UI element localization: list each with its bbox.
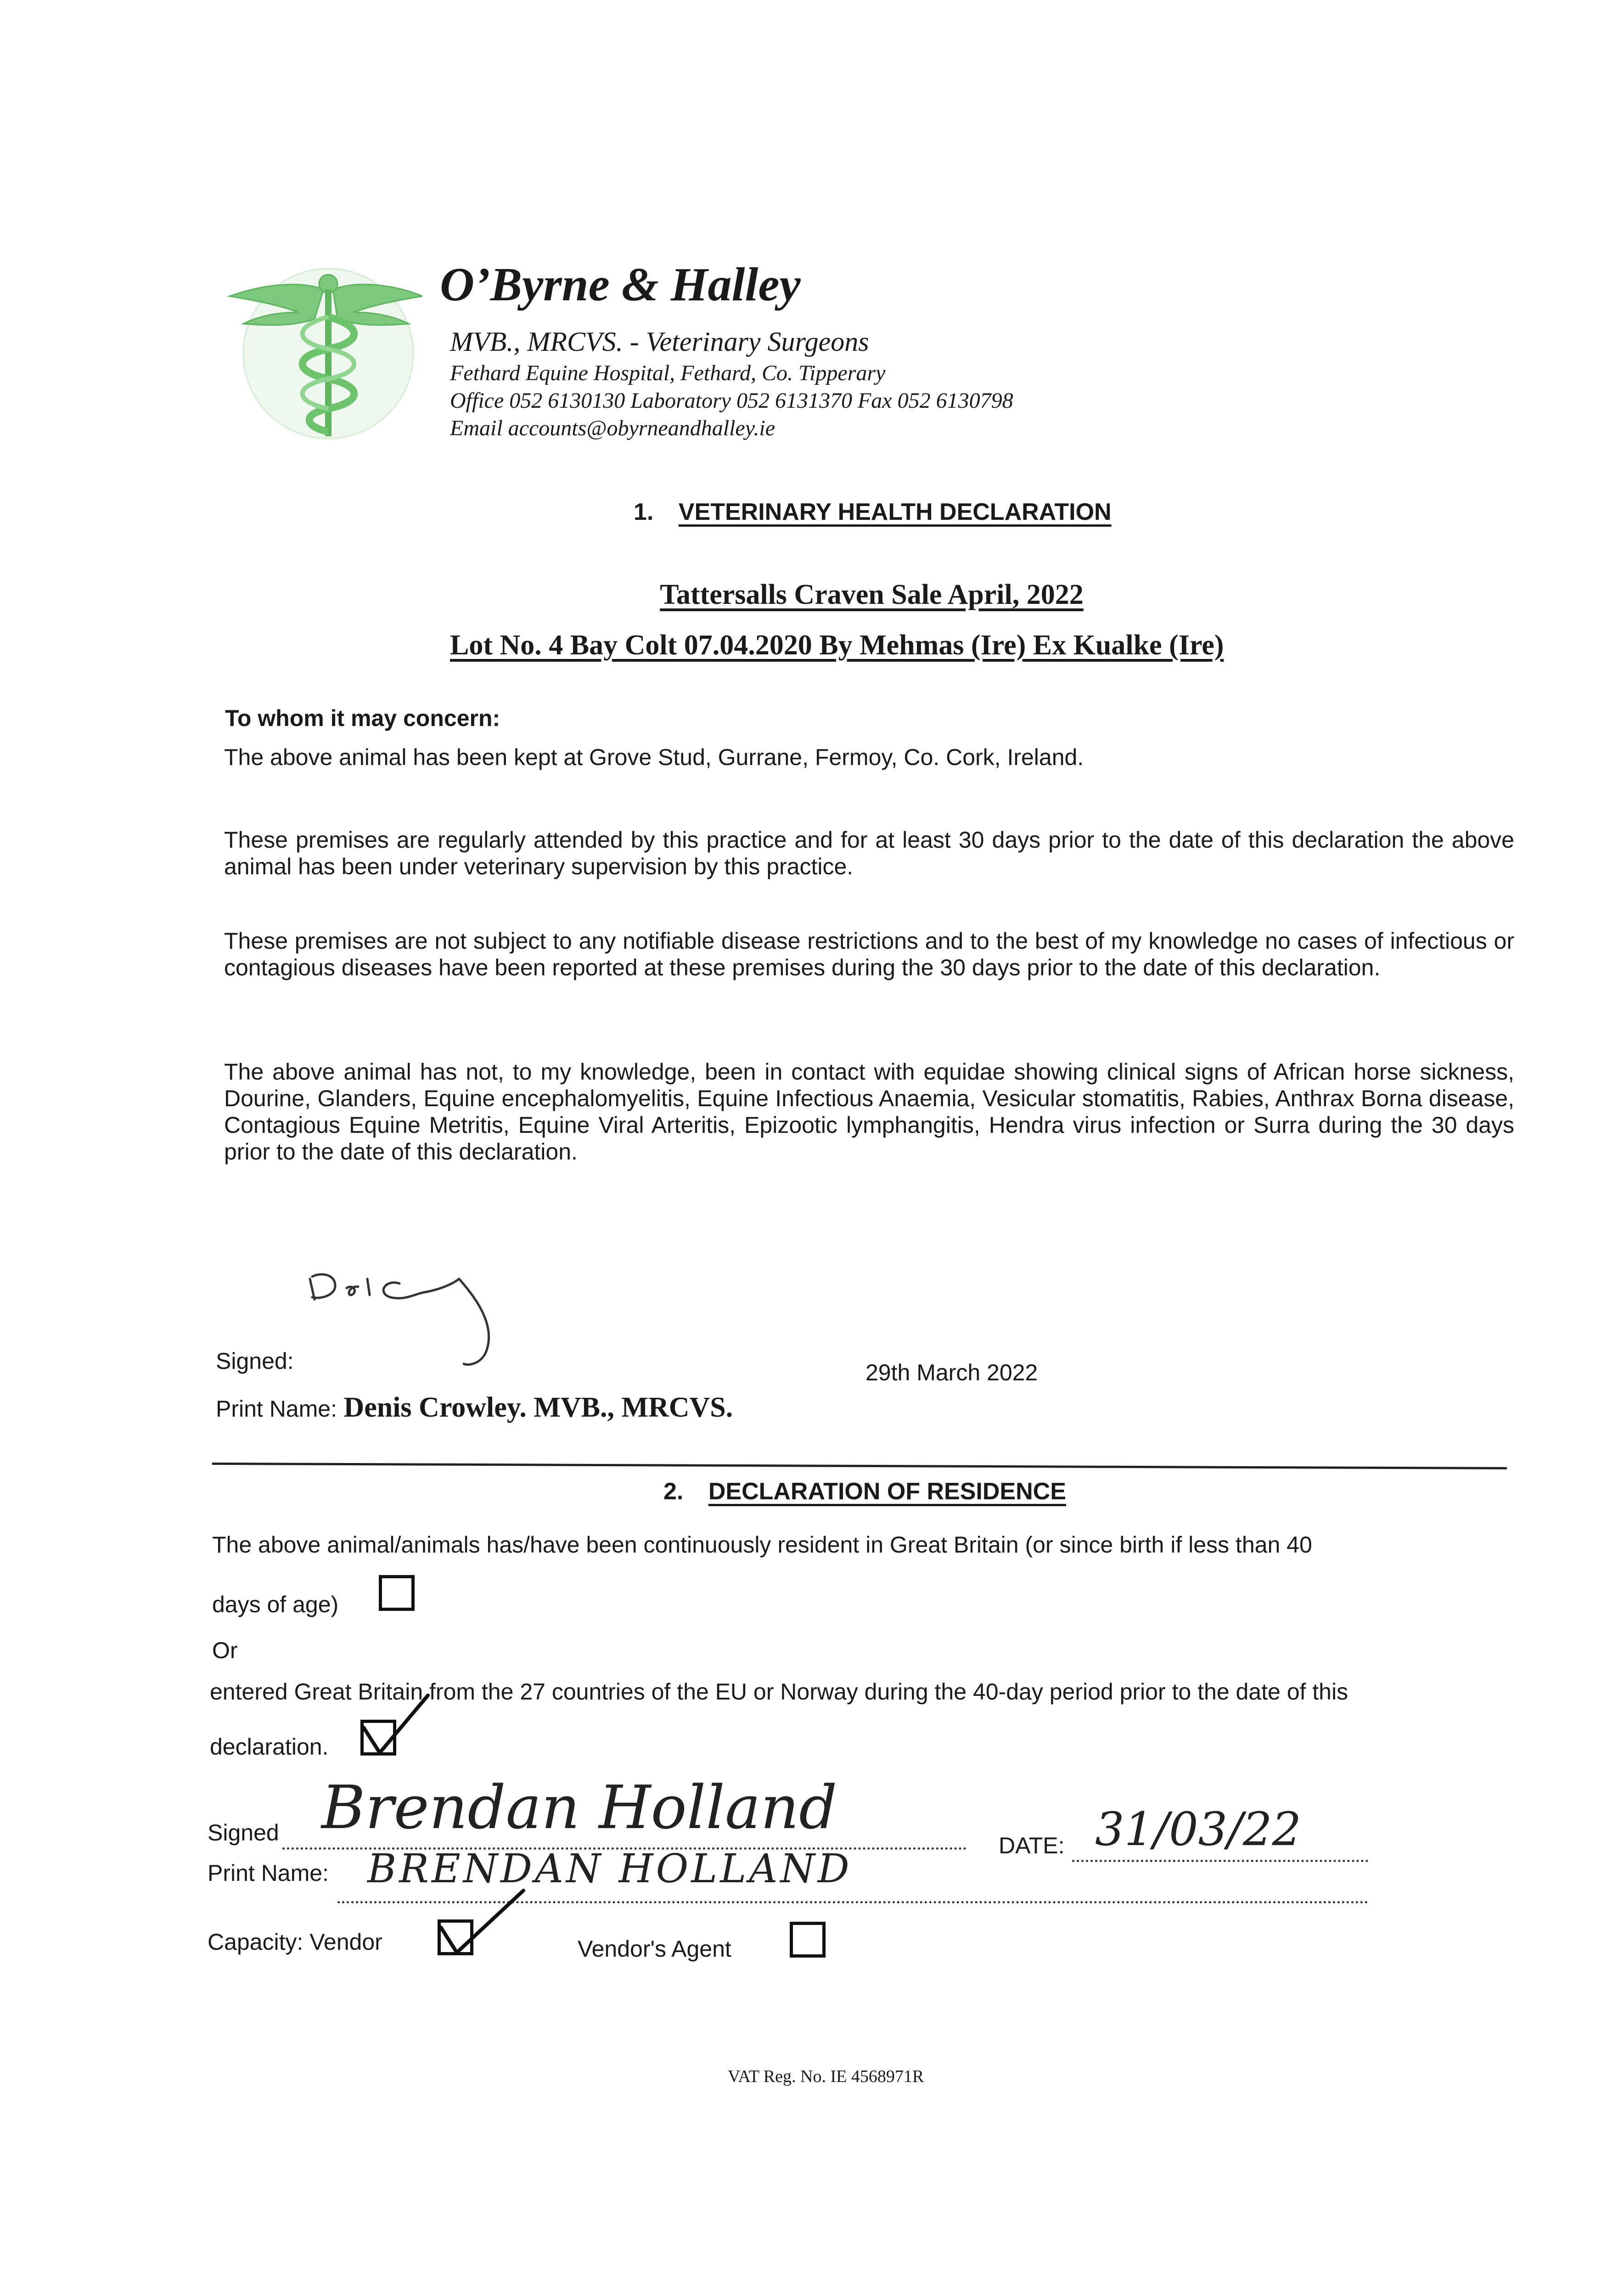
section2-number: 2. — [663, 1478, 684, 1505]
resident-text: The above animal/animals has/have been continuously resident in Great Britain (or since birth if less than 40 — [212, 1532, 1312, 1558]
entered-text: entered Great Britain from the 27 countries of the EU or Norway during the 40-day period prior to the date of this — [210, 1679, 1349, 1705]
entered-checkbox[interactable] — [360, 1720, 396, 1756]
check-mark-icon — [436, 1881, 528, 1959]
section1-number: 1. — [634, 499, 654, 525]
lot-line: Lot No. 4 Bay Colt 07.04.2020 By Mehmas (Ire) Ex Kualke (Ire) — [450, 630, 1224, 661]
caduceus-icon — [225, 262, 422, 445]
vet-date: 29th March 2022 — [865, 1360, 1038, 1385]
vendor-date-value: 31/03/22 — [1095, 1802, 1302, 1856]
practice-name: O’Byrne & Halley — [440, 258, 801, 311]
vat-number: VAT Reg. No. IE 4568971R — [728, 2067, 924, 2086]
vendor-signature: Brendan Holland — [321, 1773, 837, 1842]
paragraph-supervision: These premises are regularly attended by this practice and for at least 30 days prior to the date of this declaration the above animal has been under veterinary supervision by this practice. — [224, 827, 1514, 879]
letterhead — [220, 257, 1460, 459]
vendor-print-name-value: BRENDAN HOLLAND — [367, 1846, 852, 1892]
vet-print-name-label: Print Name: — [216, 1396, 337, 1422]
resident-checkbox[interactable] — [379, 1575, 415, 1611]
vendor-checkbox[interactable] — [438, 1919, 473, 1955]
salutation: To whom it may concern: — [225, 705, 500, 731]
qualifications: MVB., MRCVS. - Veterinary Surgeons — [450, 326, 869, 357]
section1-heading — [634, 498, 1112, 526]
vet-signed-label: Signed: — [216, 1348, 294, 1374]
entered-text-end: declaration. — [210, 1734, 329, 1760]
check-mark-icon — [359, 1691, 433, 1760]
section1-title: VETERINARY HEALTH DECLARATION — [678, 499, 1112, 525]
paragraph-restrictions: These premises are not subject to any notifiable disease restrictions and to the best of my knowledge no cases of infectious or contagious diseases have been reported at these premises during the 30 days prior to the date of this declaration. — [224, 928, 1514, 980]
section2-heading — [663, 1478, 1066, 1505]
vet-signature — [303, 1258, 579, 1378]
vet-print-name: Denis Crowley. MVB., MRCVS. — [343, 1392, 733, 1423]
email: Email accounts@obyrneandhalley.ie — [450, 416, 775, 440]
resident-text-end: days of age) — [212, 1592, 339, 1617]
phones: Office 052 6130130 Laboratory 052 6131370 Fax 052 6130798 — [450, 388, 1013, 413]
capacity-label: Capacity: Vendor — [208, 1929, 382, 1955]
or-label: Or — [212, 1638, 238, 1663]
paragraph-contact: The above animal has not, to my knowledge, been in contact with equidae showing clinical signs of African horse sickness, Dourine, Glanders, Equine encephalomyelitis, Equine Infectious Anaemia, Vesicular stomatitis, Rabies, Anthrax Borna disease, Contagious Equine Metritis, Equine Viral Arteritis, Epizootic lymphangitis, Hendra virus infection or Surra during the 30 days prior to the date of this declaration. — [224, 1059, 1514, 1165]
address: Fethard Equine Hospital, Fethard, Co. Tipperary — [450, 361, 886, 385]
vendor-date-label: DATE: — [999, 1833, 1065, 1858]
paragraph-kept: The above animal has been kept at Grove Stud, Gurrane, Fermoy, Co. Cork, Ireland. — [224, 744, 1084, 770]
vet-print-name-row — [216, 1391, 733, 1424]
agent-checkbox[interactable] — [790, 1922, 826, 1958]
agent-label: Vendor's Agent — [578, 1936, 731, 1962]
section2-title: DECLARATION OF RESIDENCE — [708, 1478, 1066, 1505]
section-divider — [212, 1463, 1507, 1469]
vendor-signed-label: Signed — [208, 1820, 279, 1846]
sale-line: Tattersalls Craven Sale April, 2022 — [660, 579, 1084, 610]
vendor-print-name-label: Print Name: — [208, 1860, 329, 1886]
